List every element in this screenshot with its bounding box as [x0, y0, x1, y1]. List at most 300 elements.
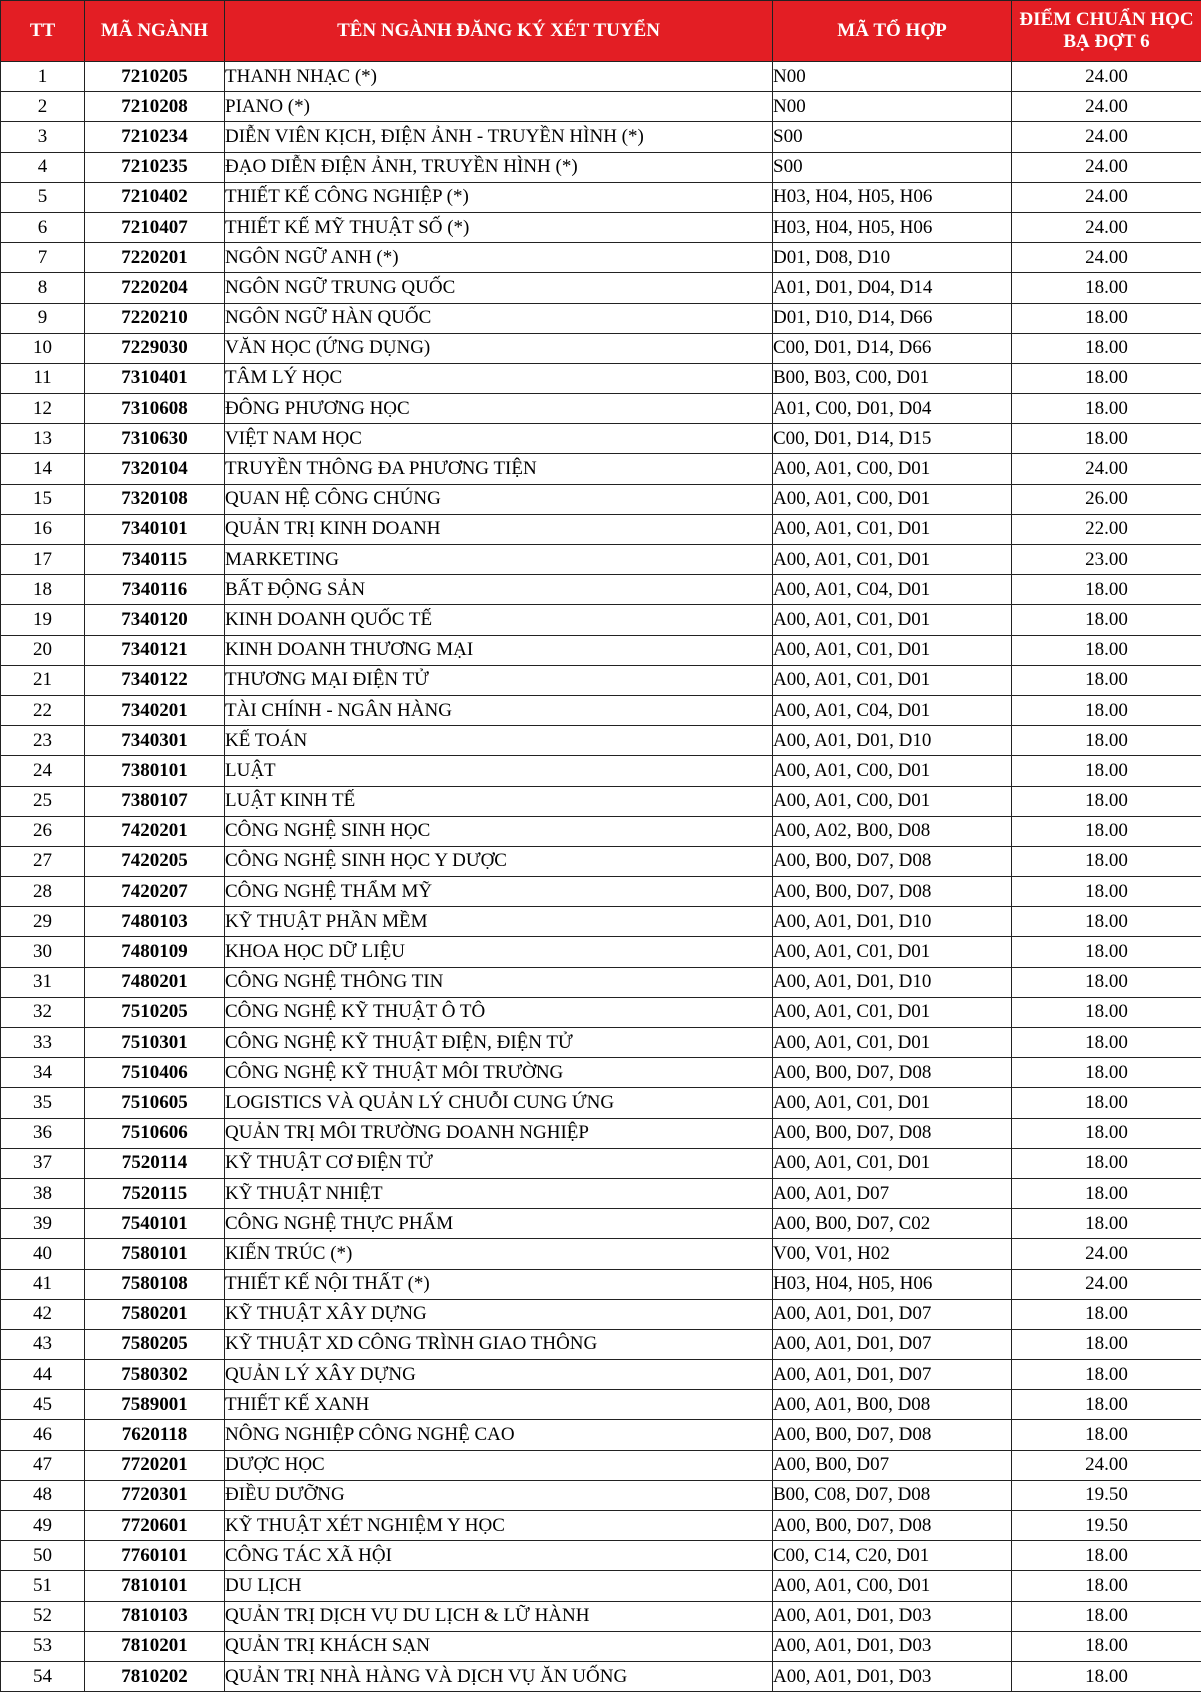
major-code: 7510605 — [85, 1088, 225, 1118]
cutoff-score: 18.00 — [1012, 1601, 1201, 1631]
major-name: THƯƠNG MẠI ĐIỆN TỬ — [225, 665, 773, 695]
row-number: 9 — [1, 303, 85, 333]
row-number: 50 — [1, 1541, 85, 1571]
row-number: 24 — [1, 756, 85, 786]
major-name: QUẢN LÝ XÂY DỰNG — [225, 1360, 773, 1390]
table-row — [1, 635, 1201, 665]
subject-combination: A00, A01, D07 — [773, 1178, 1012, 1208]
major-code: 7340301 — [85, 726, 225, 756]
major-code: 7580302 — [85, 1360, 225, 1390]
row-number: 15 — [1, 484, 85, 514]
table-row — [1, 1178, 1201, 1208]
row-number: 2 — [1, 92, 85, 122]
cutoff-score: 18.00 — [1012, 394, 1201, 424]
major-code: 7340115 — [85, 545, 225, 575]
subject-combination: H03, H04, H05, H06 — [773, 212, 1012, 242]
cutoff-score: 18.00 — [1012, 303, 1201, 333]
subject-combination: D01, D10, D14, D66 — [773, 303, 1012, 333]
major-name: KINH DOANH THƯƠNG MẠI — [225, 635, 773, 665]
row-number: 44 — [1, 1360, 85, 1390]
subject-combination: A00, A01, D01, D03 — [773, 1601, 1012, 1631]
subject-combination: A00, A01, B00, D08 — [773, 1390, 1012, 1420]
row-number: 16 — [1, 514, 85, 544]
subject-combination: A00, B00, D07, D08 — [773, 1511, 1012, 1541]
table-row — [1, 212, 1201, 242]
subject-combination: A00, A01, D01, D10 — [773, 907, 1012, 937]
subject-combination: D01, D08, D10 — [773, 243, 1012, 273]
major-name: VĂN HỌC (ỨNG DỤNG) — [225, 333, 773, 363]
major-name: MARKETING — [225, 545, 773, 575]
major-code: 7420207 — [85, 877, 225, 907]
row-number: 28 — [1, 877, 85, 907]
cutoff-score: 18.00 — [1012, 786, 1201, 816]
cutoff-score: 24.00 — [1012, 122, 1201, 152]
table-row — [1, 182, 1201, 212]
major-code: 7220204 — [85, 273, 225, 303]
major-name: QUẢN TRỊ NHÀ HÀNG VÀ DỊCH VỤ ĂN UỐNG — [225, 1661, 773, 1691]
subject-combination: A00, A01, C01, D01 — [773, 1088, 1012, 1118]
subject-combination: A00, A02, B00, D08 — [773, 816, 1012, 846]
row-number: 17 — [1, 545, 85, 575]
subject-combination: A00, A01, C00, D01 — [773, 756, 1012, 786]
major-code: 7510606 — [85, 1118, 225, 1148]
subject-combination: A00, A01, D01, D03 — [773, 1631, 1012, 1661]
table-row — [1, 424, 1201, 454]
cutoff-score: 18.00 — [1012, 937, 1201, 967]
subject-combination: A00, A01, C04, D01 — [773, 575, 1012, 605]
table-row — [1, 363, 1201, 393]
subject-combination: A00, A01, C01, D01 — [773, 937, 1012, 967]
major-name: CÔNG NGHỆ THẨM MỸ — [225, 877, 773, 907]
subject-combination: V00, V01, H02 — [773, 1239, 1012, 1269]
cutoff-score: 24.00 — [1012, 1239, 1201, 1269]
table-row — [1, 1360, 1201, 1390]
major-code: 7510406 — [85, 1058, 225, 1088]
major-name: CÔNG NGHỆ SINH HỌC — [225, 816, 773, 846]
major-code: 7580201 — [85, 1299, 225, 1329]
cutoff-score: 24.00 — [1012, 1450, 1201, 1480]
cutoff-score: 18.00 — [1012, 1028, 1201, 1058]
major-code: 7620118 — [85, 1420, 225, 1450]
subject-combination: A00, A01, D01, D07 — [773, 1360, 1012, 1390]
cutoff-score: 18.00 — [1012, 997, 1201, 1027]
row-number: 20 — [1, 635, 85, 665]
major-code: 7340120 — [85, 605, 225, 635]
subject-combination: B00, C08, D07, D08 — [773, 1480, 1012, 1510]
table-row — [1, 786, 1201, 816]
table-row — [1, 937, 1201, 967]
row-number: 10 — [1, 333, 85, 363]
table-row — [1, 575, 1201, 605]
major-name: BẤT ĐỘNG SẢN — [225, 575, 773, 605]
table-row — [1, 1299, 1201, 1329]
major-name: CÔNG NGHỆ KỸ THUẬT Ô TÔ — [225, 997, 773, 1027]
subject-combination: A00, A01, C01, D01 — [773, 605, 1012, 635]
major-name: PIANO (*) — [225, 92, 773, 122]
major-name: DƯỢC HỌC — [225, 1450, 773, 1480]
table-row — [1, 997, 1201, 1027]
table-row — [1, 273, 1201, 303]
subject-combination: C00, D01, D14, D15 — [773, 424, 1012, 454]
major-name: THIẾT KẾ XANH — [225, 1390, 773, 1420]
major-name: TÀI CHÍNH - NGÂN HÀNG — [225, 695, 773, 725]
subject-combination: A00, A01, C01, D01 — [773, 997, 1012, 1027]
row-number: 8 — [1, 273, 85, 303]
subject-combination: B00, B03, C00, D01 — [773, 363, 1012, 393]
major-code: 7810101 — [85, 1571, 225, 1601]
cutoff-score: 18.00 — [1012, 695, 1201, 725]
table-row — [1, 122, 1201, 152]
major-code: 7210402 — [85, 182, 225, 212]
major-name: THIẾT KẾ CÔNG NGHIỆP (*) — [225, 182, 773, 212]
cutoff-score: 18.00 — [1012, 1329, 1201, 1359]
major-code: 7420201 — [85, 816, 225, 846]
table-row — [1, 1028, 1201, 1058]
table-row — [1, 1390, 1201, 1420]
table-row — [1, 756, 1201, 786]
subject-combination: A00, B00, D07, D08 — [773, 846, 1012, 876]
cutoff-score: 24.00 — [1012, 92, 1201, 122]
major-code: 7720601 — [85, 1511, 225, 1541]
row-number: 45 — [1, 1390, 85, 1420]
major-code: 7220210 — [85, 303, 225, 333]
major-name: LUẬT — [225, 756, 773, 786]
major-name: ĐÔNG PHƯƠNG HỌC — [225, 394, 773, 424]
major-code: 7310630 — [85, 424, 225, 454]
cutoff-score: 19.50 — [1012, 1511, 1201, 1541]
major-code: 7210234 — [85, 122, 225, 152]
table-row — [1, 1631, 1201, 1661]
subject-combination: N00 — [773, 92, 1012, 122]
table-row — [1, 62, 1201, 92]
major-name: THIẾT KẾ MỸ THUẬT SỐ (*) — [225, 212, 773, 242]
major-code: 7380101 — [85, 756, 225, 786]
table-row — [1, 545, 1201, 575]
major-code: 7480109 — [85, 937, 225, 967]
table-row — [1, 1480, 1201, 1510]
table-row — [1, 1148, 1201, 1178]
subject-combination: A00, A01, D01, D03 — [773, 1661, 1012, 1691]
header-score: ĐIỂM CHUẨN HỌC BẠ ĐỢT 6 — [1012, 1, 1201, 62]
major-name: CÔNG NGHỆ SINH HỌC Y DƯỢC — [225, 846, 773, 876]
row-number: 36 — [1, 1118, 85, 1148]
subject-combination: A00, B00, D07, D08 — [773, 877, 1012, 907]
table-row — [1, 1601, 1201, 1631]
cutoff-score: 18.00 — [1012, 1058, 1201, 1088]
cutoff-score: 18.00 — [1012, 1209, 1201, 1239]
table-row — [1, 1329, 1201, 1359]
subject-combination: S00 — [773, 152, 1012, 182]
subject-combination: A00, B00, D07, D08 — [773, 1058, 1012, 1088]
major-name: LOGISTICS VÀ QUẢN LÝ CHUỖI CUNG ỨNG — [225, 1088, 773, 1118]
table-row — [1, 1088, 1201, 1118]
row-number: 48 — [1, 1480, 85, 1510]
major-name: KHOA HỌC DỮ LIỆU — [225, 937, 773, 967]
table-row — [1, 1661, 1201, 1691]
major-code: 7510301 — [85, 1028, 225, 1058]
major-code: 7810103 — [85, 1601, 225, 1631]
table-row — [1, 695, 1201, 725]
cutoff-score: 18.00 — [1012, 575, 1201, 605]
row-number: 35 — [1, 1088, 85, 1118]
subject-combination: A01, C00, D01, D04 — [773, 394, 1012, 424]
major-name: KỸ THUẬT PHẦN MỀM — [225, 907, 773, 937]
table-row — [1, 726, 1201, 756]
row-number: 43 — [1, 1329, 85, 1359]
row-number: 11 — [1, 363, 85, 393]
major-code: 7810202 — [85, 1661, 225, 1691]
cutoff-score: 18.00 — [1012, 1390, 1201, 1420]
major-code: 7210205 — [85, 62, 225, 92]
row-number: 54 — [1, 1661, 85, 1691]
subject-combination: A00, A01, C01, D01 — [773, 665, 1012, 695]
major-code: 7340122 — [85, 665, 225, 695]
subject-combination: A00, A01, D01, D10 — [773, 726, 1012, 756]
row-number: 18 — [1, 575, 85, 605]
major-code: 7810201 — [85, 1631, 225, 1661]
major-name: KỸ THUẬT XÉT NGHIỆM Y HỌC — [225, 1511, 773, 1541]
row-number: 37 — [1, 1148, 85, 1178]
major-code: 7340101 — [85, 514, 225, 544]
major-name: QUẢN TRỊ KHÁCH SẠN — [225, 1631, 773, 1661]
major-code: 7210208 — [85, 92, 225, 122]
major-code: 7540101 — [85, 1209, 225, 1239]
table-row — [1, 1571, 1201, 1601]
subject-combination: A00, A01, C04, D01 — [773, 695, 1012, 725]
table-row — [1, 1541, 1201, 1571]
cutoff-score: 18.00 — [1012, 907, 1201, 937]
cutoff-score: 18.00 — [1012, 333, 1201, 363]
major-name: TRUYỀN THÔNG ĐA PHƯƠNG TIỆN — [225, 454, 773, 484]
header-code: MÃ NGÀNH — [85, 1, 225, 62]
cutoff-score: 18.00 — [1012, 363, 1201, 393]
subject-combination: H03, H04, H05, H06 — [773, 1269, 1012, 1299]
table-row — [1, 877, 1201, 907]
row-number: 53 — [1, 1631, 85, 1661]
table-row — [1, 1209, 1201, 1239]
header-row — [1, 1, 1201, 62]
major-code: 7340121 — [85, 635, 225, 665]
row-number: 47 — [1, 1450, 85, 1480]
row-number: 40 — [1, 1239, 85, 1269]
major-code: 7320104 — [85, 454, 225, 484]
major-name: TÂM LÝ HỌC — [225, 363, 773, 393]
major-name: KỸ THUẬT NHIỆT — [225, 1178, 773, 1208]
row-number: 13 — [1, 424, 85, 454]
subject-combination: H03, H04, H05, H06 — [773, 182, 1012, 212]
row-number: 38 — [1, 1178, 85, 1208]
table-row — [1, 1239, 1201, 1269]
major-name: DIỄN VIÊN KỊCH, ĐIỆN ẢNH - TRUYỀN HÌNH (*) — [225, 122, 773, 152]
subject-combination: A00, A01, D01, D07 — [773, 1299, 1012, 1329]
cutoff-score: 26.00 — [1012, 484, 1201, 514]
major-code: 7340201 — [85, 695, 225, 725]
row-number: 46 — [1, 1420, 85, 1450]
row-number: 29 — [1, 907, 85, 937]
subject-combination: A00, A01, C00, D01 — [773, 484, 1012, 514]
subject-combination: C00, C14, C20, D01 — [773, 1541, 1012, 1571]
major-code: 7520115 — [85, 1178, 225, 1208]
major-name: NGÔN NGỮ ANH (*) — [225, 243, 773, 273]
subject-combination: A00, A01, C01, D01 — [773, 514, 1012, 544]
cutoff-score: 18.00 — [1012, 1360, 1201, 1390]
cutoff-score: 18.00 — [1012, 1088, 1201, 1118]
row-number: 6 — [1, 212, 85, 242]
cutoff-score: 18.00 — [1012, 424, 1201, 454]
row-number: 19 — [1, 605, 85, 635]
table-body — [1, 62, 1201, 1692]
major-code: 7210407 — [85, 212, 225, 242]
row-number: 41 — [1, 1269, 85, 1299]
row-number: 3 — [1, 122, 85, 152]
table-row — [1, 907, 1201, 937]
major-name: QUẢN TRỊ MÔI TRƯỜNG DOANH NGHIỆP — [225, 1118, 773, 1148]
row-number: 12 — [1, 394, 85, 424]
header-combo: MÃ TỔ HỢP — [773, 1, 1012, 62]
subject-combination: A00, B00, D07 — [773, 1450, 1012, 1480]
major-name: CÔNG TÁC XÃ HỘI — [225, 1541, 773, 1571]
row-number: 39 — [1, 1209, 85, 1239]
major-name: LUẬT KINH TẾ — [225, 786, 773, 816]
row-number: 27 — [1, 846, 85, 876]
major-code: 7510205 — [85, 997, 225, 1027]
major-name: ĐIỀU DƯỠNG — [225, 1480, 773, 1510]
table-row — [1, 243, 1201, 273]
major-name: KIẾN TRÚC (*) — [225, 1239, 773, 1269]
table-row — [1, 152, 1201, 182]
subject-combination: A00, B00, D07, D08 — [773, 1420, 1012, 1450]
cutoff-score: 18.00 — [1012, 1148, 1201, 1178]
major-code: 7760101 — [85, 1541, 225, 1571]
subject-combination: A00, A01, C01, D01 — [773, 1148, 1012, 1178]
major-name: QUAN HỆ CÔNG CHÚNG — [225, 484, 773, 514]
major-name: CÔNG NGHỆ KỸ THUẬT MÔI TRƯỜNG — [225, 1058, 773, 1088]
row-number: 21 — [1, 665, 85, 695]
row-number: 52 — [1, 1601, 85, 1631]
major-name: DU LỊCH — [225, 1571, 773, 1601]
row-number: 33 — [1, 1028, 85, 1058]
subject-combination: A00, A01, C01, D01 — [773, 545, 1012, 575]
table-row — [1, 816, 1201, 846]
major-code: 7310608 — [85, 394, 225, 424]
major-name: KẾ TOÁN — [225, 726, 773, 756]
major-name: VIỆT NAM HỌC — [225, 424, 773, 454]
row-number: 7 — [1, 243, 85, 273]
row-number: 42 — [1, 1299, 85, 1329]
cutoff-score: 22.00 — [1012, 514, 1201, 544]
major-code: 7340116 — [85, 575, 225, 605]
cutoff-score: 18.00 — [1012, 273, 1201, 303]
table-row — [1, 605, 1201, 635]
row-number: 23 — [1, 726, 85, 756]
subject-combination: C00, D01, D14, D66 — [773, 333, 1012, 363]
cutoff-score: 18.00 — [1012, 1541, 1201, 1571]
row-number: 34 — [1, 1058, 85, 1088]
row-number: 1 — [1, 62, 85, 92]
cutoff-score: 18.00 — [1012, 1420, 1201, 1450]
subject-combination: A00, A01, C00, D01 — [773, 786, 1012, 816]
major-name: QUẢN TRỊ DỊCH VỤ DU LỊCH & LỮ HÀNH — [225, 1601, 773, 1631]
major-code: 7320108 — [85, 484, 225, 514]
major-name: KỸ THUẬT XÂY DỰNG — [225, 1299, 773, 1329]
major-name: ĐẠO DIỄN ĐIỆN ẢNH, TRUYỀN HÌNH (*) — [225, 152, 773, 182]
row-number: 31 — [1, 967, 85, 997]
major-name: QUẢN TRỊ KINH DOANH — [225, 514, 773, 544]
cutoff-score: 19.50 — [1012, 1480, 1201, 1510]
cutoff-score: 18.00 — [1012, 1178, 1201, 1208]
subject-combination: A00, A01, C01, D01 — [773, 1028, 1012, 1058]
row-number: 5 — [1, 182, 85, 212]
major-name: KỸ THUẬT CƠ ĐIỆN TỬ — [225, 1148, 773, 1178]
table-row — [1, 1118, 1201, 1148]
cutoff-score: 18.00 — [1012, 605, 1201, 635]
major-code: 7420205 — [85, 846, 225, 876]
table-row — [1, 967, 1201, 997]
cutoff-score: 18.00 — [1012, 1571, 1201, 1601]
subject-combination: A00, A01, C01, D01 — [773, 635, 1012, 665]
cutoff-score: 18.00 — [1012, 1661, 1201, 1691]
major-code: 7580108 — [85, 1269, 225, 1299]
cutoff-score: 18.00 — [1012, 816, 1201, 846]
cutoff-score: 18.00 — [1012, 1299, 1201, 1329]
major-code: 7480103 — [85, 907, 225, 937]
row-number: 32 — [1, 997, 85, 1027]
row-number: 25 — [1, 786, 85, 816]
major-name: KỸ THUẬT XD CÔNG TRÌNH GIAO THÔNG — [225, 1329, 773, 1359]
subject-combination: A00, B00, D07, C02 — [773, 1209, 1012, 1239]
cutoff-score: 18.00 — [1012, 846, 1201, 876]
subject-combination: A00, B00, D07, D08 — [773, 1118, 1012, 1148]
major-name: NÔNG NGHIỆP CÔNG NGHỆ CAO — [225, 1420, 773, 1450]
major-code: 7520114 — [85, 1148, 225, 1178]
major-code: 7580101 — [85, 1239, 225, 1269]
table-row — [1, 1511, 1201, 1541]
major-name: KINH DOANH QUỐC TẾ — [225, 605, 773, 635]
major-code: 7720201 — [85, 1450, 225, 1480]
table-row — [1, 1420, 1201, 1450]
major-code: 7210235 — [85, 152, 225, 182]
cutoff-score: 18.00 — [1012, 1631, 1201, 1661]
major-name: THIẾT KẾ NỘI THẤT (*) — [225, 1269, 773, 1299]
subject-combination: A00, A01, D01, D07 — [773, 1329, 1012, 1359]
cutoff-score: 18.00 — [1012, 665, 1201, 695]
cutoff-score: 18.00 — [1012, 726, 1201, 756]
row-number: 4 — [1, 152, 85, 182]
cutoff-score: 24.00 — [1012, 454, 1201, 484]
header-tt: TT — [1, 1, 85, 62]
table-row — [1, 454, 1201, 484]
major-name: CÔNG NGHỆ THÔNG TIN — [225, 967, 773, 997]
cutoff-score: 24.00 — [1012, 212, 1201, 242]
subject-combination: A00, A01, D01, D10 — [773, 967, 1012, 997]
cutoff-score: 24.00 — [1012, 62, 1201, 92]
row-number: 30 — [1, 937, 85, 967]
cutoff-score: 24.00 — [1012, 152, 1201, 182]
major-code: 7589001 — [85, 1390, 225, 1420]
cutoff-score: 18.00 — [1012, 877, 1201, 907]
table-row — [1, 333, 1201, 363]
row-number: 14 — [1, 454, 85, 484]
major-name: CÔNG NGHỆ THỰC PHẨM — [225, 1209, 773, 1239]
table-row — [1, 394, 1201, 424]
major-code: 7220201 — [85, 243, 225, 273]
cutoff-score: 24.00 — [1012, 182, 1201, 212]
subject-combination: S00 — [773, 122, 1012, 152]
subject-combination: A00, A01, C00, D01 — [773, 1571, 1012, 1601]
cutoff-score: 18.00 — [1012, 635, 1201, 665]
major-code: 7380107 — [85, 786, 225, 816]
cutoff-score: 24.00 — [1012, 243, 1201, 273]
